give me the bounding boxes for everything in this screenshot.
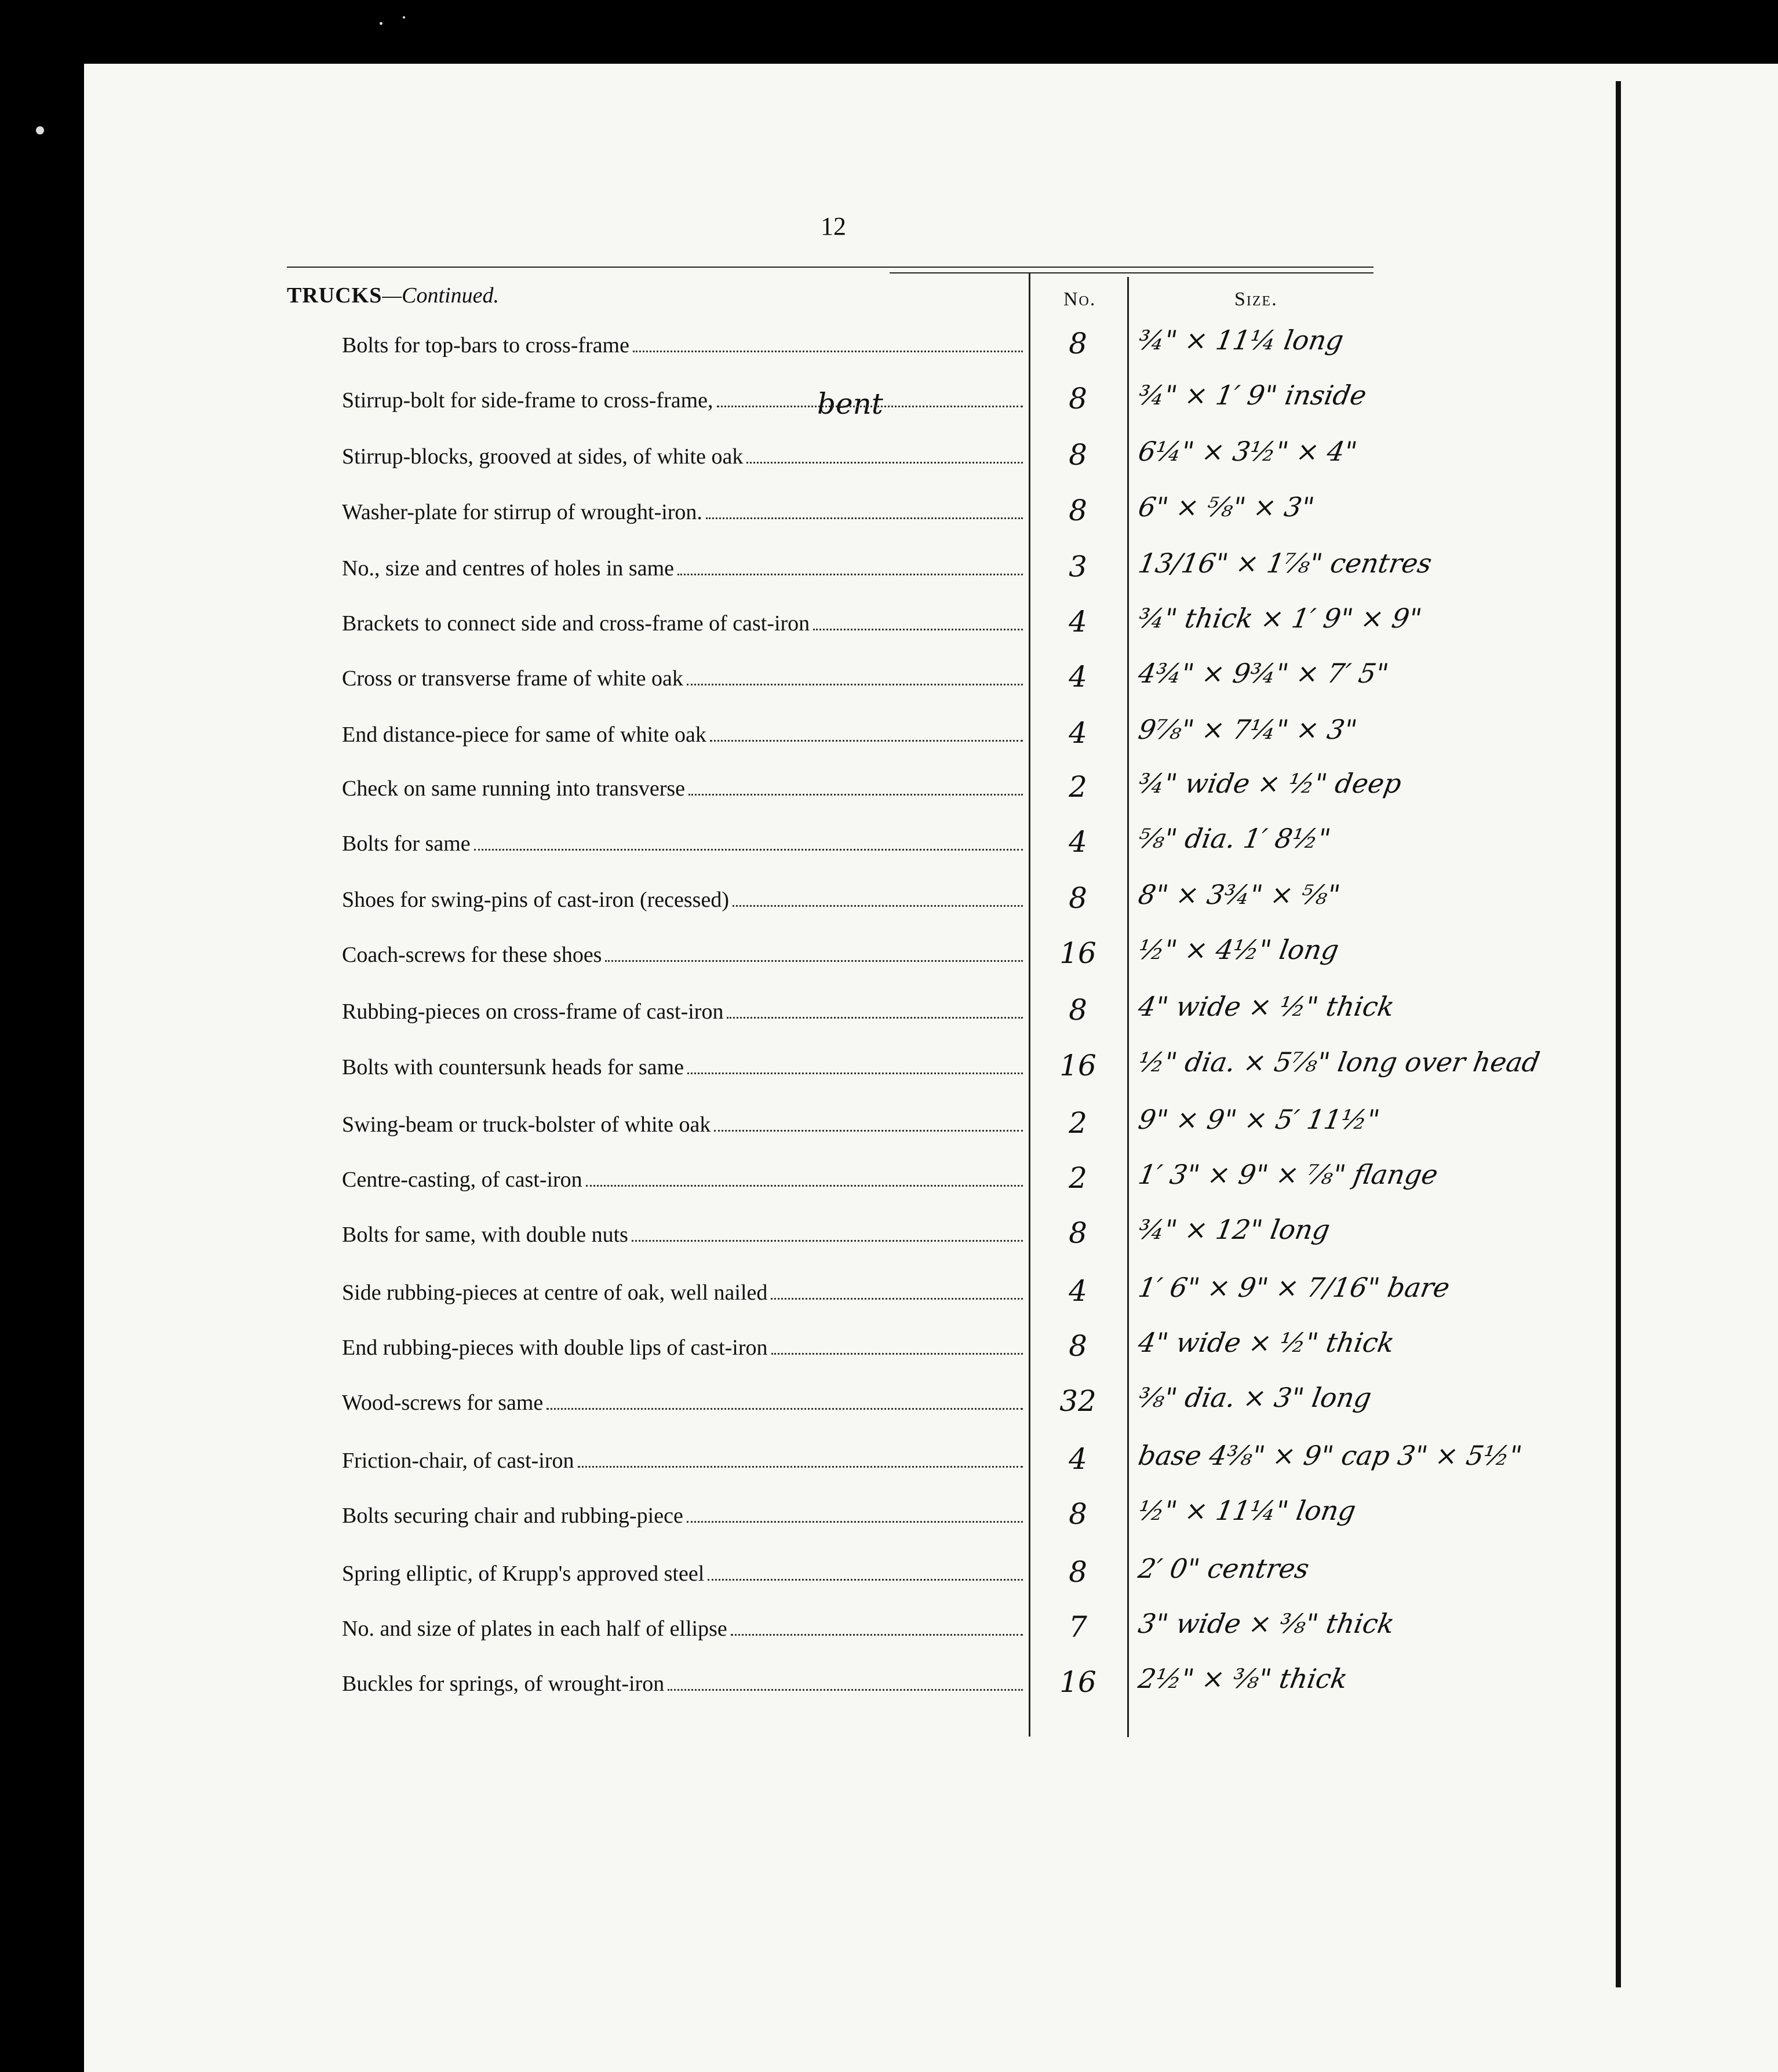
item-text: Rubbing-pieces on cross-frame of cast-iron <box>342 999 724 1024</box>
dot-leader <box>727 1017 1023 1019</box>
item-text: Shoes for swing-pins of cast-iron (recessed) <box>342 888 729 912</box>
table-row <box>0 380 1778 435</box>
item-size: 9" × 9" × 5′ 11½" <box>1136 1104 1382 1135</box>
dot-leader <box>733 905 1023 907</box>
dot-leader <box>474 849 1023 851</box>
table-row <box>0 1159 1778 1214</box>
item-description <box>342 1616 1023 1641</box>
scan-speck <box>36 126 44 134</box>
item-description <box>342 333 1023 358</box>
item-text: Bolts with countersunk heads for same <box>342 1055 684 1079</box>
table-row <box>0 603 1778 658</box>
section-suffix: —Continued. <box>382 283 499 308</box>
item-text: Centre-casting, of cast-iron <box>342 1168 582 1192</box>
item-quantity: 8 <box>1069 1497 1087 1531</box>
item-text: End rubbing-pieces with double lips of cast-iron <box>342 1336 768 1360</box>
table-row <box>0 1440 1778 1495</box>
item-size: ¾" thick × 1′ 9" × 9" <box>1136 603 1424 634</box>
item-description <box>342 1055 1023 1080</box>
item-description <box>342 1448 1023 1473</box>
item-quantity: 4 <box>1069 716 1087 750</box>
item-quantity: 2 <box>1069 1106 1087 1140</box>
item-quantity: 16 <box>1059 936 1096 970</box>
item-size: 6¼" × 3½" × 4" <box>1136 436 1360 467</box>
item-text: Friction-chair, of cast-iron <box>342 1449 574 1473</box>
column-header-size: Size. <box>1234 289 1278 310</box>
section-heading <box>287 283 499 308</box>
item-text: Bolts for same, with double nuts <box>342 1223 628 1247</box>
table-row <box>0 1553 1778 1608</box>
table-row <box>0 1382 1778 1438</box>
table-row <box>0 658 1778 713</box>
table-row <box>0 1104 1778 1159</box>
item-description <box>342 999 1023 1024</box>
dot-leader <box>771 1353 1023 1355</box>
item-description <box>342 499 1023 525</box>
item-text: Brackets to connect side and cross-frame of cast-iron <box>342 611 810 636</box>
item-quantity: 8 <box>1069 993 1087 1027</box>
handwritten-annotation: bent <box>817 387 883 421</box>
table-row <box>0 768 1778 823</box>
dot-leader <box>605 960 1023 962</box>
item-description <box>342 556 1023 581</box>
table-row <box>0 1495 1778 1551</box>
item-description <box>342 1390 1023 1416</box>
dot-leader <box>717 406 1023 407</box>
item-text: Side rubbing-pieces at centre of oak, well nailed <box>342 1281 768 1305</box>
dot-leader <box>687 1073 1023 1074</box>
page-number: 12 <box>821 212 846 240</box>
table-row <box>0 491 1778 547</box>
item-quantity: 8 <box>1069 1329 1087 1363</box>
dot-leader <box>632 1240 1023 1242</box>
item-text: No., size and centres of holes in same <box>342 556 674 581</box>
item-quantity: 3 <box>1069 550 1087 583</box>
table-row <box>0 1663 1778 1719</box>
item-description <box>342 1280 1023 1305</box>
table-row <box>0 991 1778 1046</box>
item-quantity: 2 <box>1069 770 1087 804</box>
item-size: ½" × 4½" long <box>1136 934 1342 965</box>
item-description <box>342 887 1023 913</box>
dot-leader <box>578 1466 1023 1468</box>
item-description <box>342 1335 1023 1360</box>
item-quantity: 8 <box>1069 494 1087 527</box>
item-description <box>342 1561 1023 1586</box>
item-text: Check on same running into transverse <box>342 776 686 801</box>
item-quantity: 4 <box>1069 660 1087 694</box>
item-quantity: 4 <box>1069 825 1087 859</box>
item-size: 4" wide × ½" thick <box>1136 1327 1397 1358</box>
table-row <box>0 324 1778 380</box>
item-size: base 4⅜" × 9" cap 3" × 5½" <box>1136 1440 1525 1471</box>
item-text: Bolts for same <box>342 831 471 856</box>
item-size: ¾" × 1′ 9" inside <box>1136 380 1369 411</box>
dot-leader <box>706 517 1023 519</box>
header-rule <box>287 267 1373 268</box>
item-size: 1′ 3" × 9" × ⅞" flange <box>1136 1159 1441 1190</box>
scan-speck <box>380 22 382 25</box>
item-size: ⅜" dia. × 3" long <box>1136 1382 1374 1413</box>
item-quantity: 16 <box>1059 1665 1096 1699</box>
item-text: End distance-piece for same of white oak <box>342 723 706 747</box>
item-size: ½" dia. × 5⅞" long over head <box>1136 1046 1543 1078</box>
dot-leader <box>687 1521 1023 1523</box>
item-size: 6" × ⅝" × 3" <box>1136 491 1317 523</box>
item-quantity: 2 <box>1069 1161 1087 1195</box>
section-title: TRUCKS <box>287 283 382 308</box>
item-quantity: 8 <box>1069 1555 1087 1589</box>
table-row <box>0 934 1778 990</box>
scan-speck <box>403 16 405 19</box>
item-text: Bolts for top-bars to cross-frame <box>342 333 629 358</box>
table-row <box>0 1046 1778 1102</box>
dot-leader <box>546 1408 1023 1410</box>
item-description <box>342 388 1023 413</box>
item-description <box>342 1503 1023 1529</box>
item-size: 4" wide × ½" thick <box>1136 991 1397 1022</box>
dot-leader <box>677 574 1023 575</box>
table-row <box>0 548 1778 603</box>
table-row <box>0 1272 1778 1327</box>
table-row <box>0 1214 1778 1270</box>
item-text: Spring elliptic, of Krupp's approved steel <box>342 1562 705 1586</box>
item-size: ¾" × 12" long <box>1136 1214 1333 1245</box>
item-description <box>342 444 1023 469</box>
header-rule <box>890 272 1373 273</box>
item-quantity: 8 <box>1069 438 1087 472</box>
item-description <box>342 776 1023 801</box>
column-header-no: No. <box>1063 289 1096 310</box>
item-size: 3" wide × ⅜" thick <box>1136 1608 1397 1639</box>
item-size: ¾" wide × ½" deep <box>1136 768 1404 799</box>
item-description <box>342 1222 1023 1247</box>
item-text: Buckles for springs, of wrought-iron <box>342 1672 665 1696</box>
item-size: 1′ 6" × 9" × 7/16" bare <box>1136 1272 1452 1303</box>
table-row <box>0 1608 1778 1664</box>
item-text: Washer-plate for stirrup of wrought-iron. <box>342 500 702 524</box>
item-description <box>342 722 1023 747</box>
item-size: ⅝" dia. 1′ 8½" <box>1136 823 1334 854</box>
item-description <box>342 1671 1023 1697</box>
item-size: 4¾" × 9¾" × 7′ 5" <box>1136 658 1391 689</box>
dot-leader <box>586 1185 1023 1187</box>
dot-leader <box>633 351 1023 352</box>
dot-leader <box>708 1579 1023 1581</box>
item-text: Wood-screws for same <box>342 1391 544 1415</box>
item-description <box>342 611 1023 636</box>
item-quantity: 8 <box>1069 1216 1087 1250</box>
item-text: Stirrup-blocks, grooved at sides, of white oak <box>342 444 744 469</box>
item-text: Stirrup-bolt for side-frame to cross-frame, <box>342 388 713 413</box>
item-quantity: 4 <box>1069 605 1087 639</box>
dot-leader <box>731 1634 1023 1636</box>
dot-leader <box>687 684 1023 685</box>
item-text: Coach-screws for these shoes <box>342 943 602 967</box>
item-quantity: 16 <box>1059 1049 1096 1082</box>
item-size: 8" × 3¾" × ⅝" <box>1136 879 1343 910</box>
dot-leader <box>714 1130 1023 1132</box>
item-size: 9⅞" × 7¼" × 3" <box>1136 714 1360 745</box>
dot-leader <box>688 794 1023 796</box>
item-quantity: 7 <box>1069 1610 1087 1644</box>
item-quantity: 4 <box>1069 1274 1087 1308</box>
table-row <box>0 714 1778 769</box>
table-row <box>0 1327 1778 1382</box>
table-row <box>0 823 1778 878</box>
item-quantity: 8 <box>1069 327 1087 360</box>
item-size: ½" × 11¼" long <box>1136 1495 1358 1526</box>
table-row <box>0 436 1778 491</box>
dot-leader <box>771 1298 1023 1300</box>
dot-leader <box>813 629 1023 630</box>
item-size: ¾" × 11¼ long <box>1136 324 1346 356</box>
item-description <box>342 1167 1023 1192</box>
item-size: 2′ 0" centres <box>1136 1553 1312 1584</box>
item-quantity: 4 <box>1069 1442 1087 1476</box>
item-text: Swing-beam or truck-bolster of white oak <box>342 1112 711 1137</box>
item-description <box>342 831 1023 856</box>
item-text: Cross or transverse frame of white oak <box>342 666 683 691</box>
item-quantity: 32 <box>1059 1384 1096 1418</box>
item-description <box>342 666 1023 691</box>
item-size: 13/16" × 1⅞" centres <box>1136 548 1434 579</box>
dot-leader <box>668 1689 1023 1691</box>
item-quantity: 8 <box>1069 881 1087 915</box>
dot-leader <box>710 740 1023 742</box>
item-text: No. and size of plates in each half of ellipse <box>342 1617 727 1641</box>
item-description <box>342 942 1023 968</box>
table-row <box>0 879 1778 935</box>
item-description <box>342 1112 1023 1137</box>
item-text: Bolts securing chair and rubbing-piece <box>342 1504 683 1528</box>
item-size: 2½" × ⅜" thick <box>1136 1663 1350 1694</box>
dot-leader <box>746 462 1023 464</box>
item-quantity: 8 <box>1069 382 1087 415</box>
